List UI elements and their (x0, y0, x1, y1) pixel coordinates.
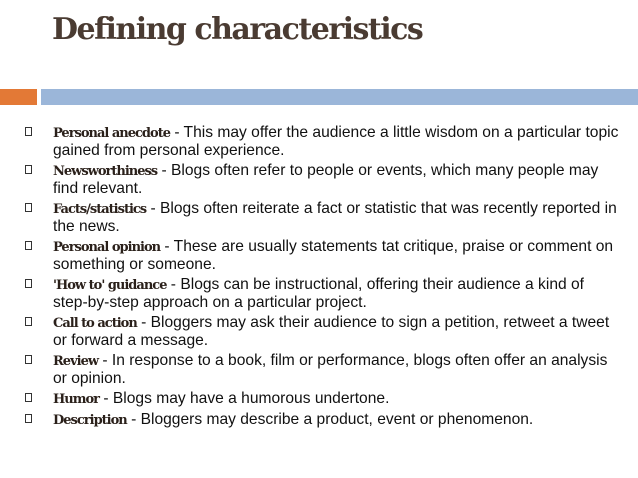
item-term: 'How to' guidance (53, 278, 167, 293)
slide-title: Defining characteristics (52, 12, 423, 47)
list-item (22, 200, 622, 235)
item-text: - These are usually statements tat critique, praise or comment on something or someone. (53, 238, 614, 273)
list-item (22, 352, 622, 387)
item-text: - Bloggers may ask their audience to sign a petition, retweet a tweet or forward a message. (53, 314, 610, 349)
list-item (22, 124, 622, 159)
item-text: - This may offer the audience a little wisdom on a particular topic gained from personal experience. (53, 124, 619, 159)
hollow-square-icon (25, 165, 32, 174)
item-term: Description (53, 413, 127, 428)
item-term: Newsworthiness (53, 164, 158, 179)
list-item (22, 238, 622, 273)
item-term: Facts/statistics (53, 202, 147, 217)
hollow-square-icon (25, 127, 32, 136)
item-text: - Blogs may have a humorous undertone. (99, 390, 390, 407)
item-text: - Blogs often refer to people or events, which many people may find relevant. (53, 162, 599, 197)
hollow-square-icon (25, 279, 32, 288)
item-text: - In response to a book, film or performance, blogs often offer an analysis or opinion. (53, 352, 608, 387)
item-term: Call to action (53, 316, 137, 331)
hollow-square-icon (25, 203, 32, 212)
hollow-square-icon (25, 414, 32, 423)
item-term: Review (53, 354, 99, 369)
item-text: - Bloggers may describe a product, event or phenomenon. (126, 411, 534, 428)
hollow-square-icon (25, 355, 32, 364)
divider-bar (41, 89, 638, 105)
item-text: - Blogs can be instructional, offering their audience a kind of step-by-step approach on a particular project. (53, 276, 584, 311)
bullet-list (22, 124, 622, 432)
hollow-square-icon (25, 241, 32, 250)
hollow-square-icon (25, 317, 32, 326)
item-term: Humor (53, 392, 100, 407)
list-item (22, 314, 622, 349)
accent-bar (0, 89, 37, 105)
item-term: Personal anecdote (53, 126, 170, 141)
hollow-square-icon (25, 393, 32, 402)
list-item (22, 411, 622, 429)
list-item (22, 390, 622, 408)
list-item (22, 162, 622, 197)
item-term: Personal opinion (53, 240, 161, 255)
list-item (22, 276, 622, 311)
item-text: - Blogs often reiterate a fact or statistic that was recently reported in the news. (53, 200, 617, 235)
